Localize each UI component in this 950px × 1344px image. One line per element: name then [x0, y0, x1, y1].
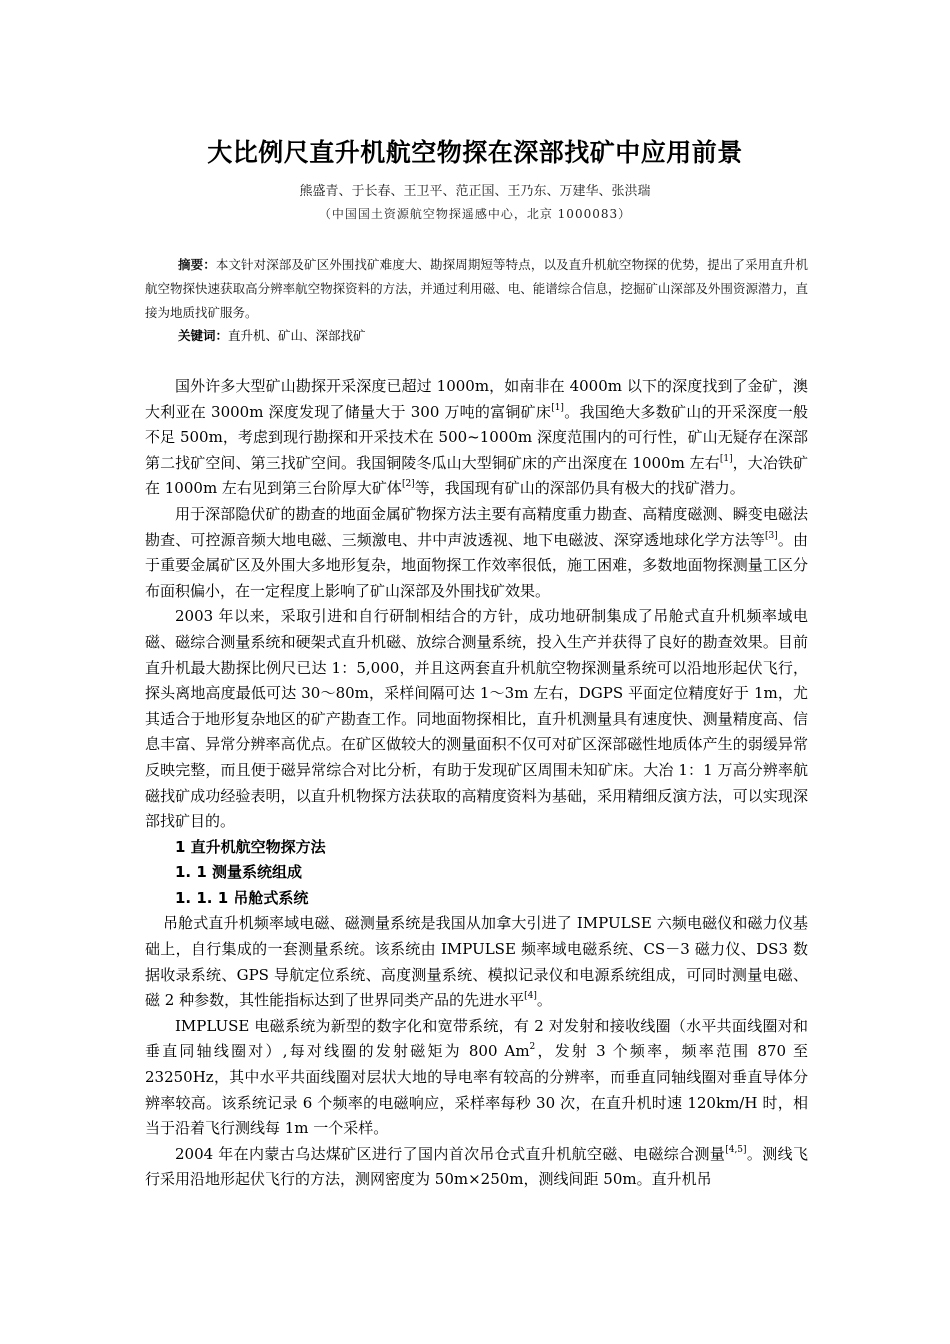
author-list: 熊盛青、于长春、王卫平、范正国、王乃东、万建华、张洪瑞: [299, 184, 651, 199]
paragraph-text: 。: [536, 991, 552, 1010]
abstract: [145, 253, 808, 325]
citation: [3]: [764, 530, 778, 541]
paragraph-text: 。测线飞行采用沿地形起伏飞行的方法，测网密度为 50m×250m，测线间距 50m。直升机吊: [145, 1144, 808, 1189]
body-text: [145, 374, 808, 1193]
paragraph-text: 2004 年在内蒙古乌达煤矿区进行了国内首次吊仓式直升机航空磁、电磁综合测量: [175, 1144, 726, 1163]
superscript: 2: [529, 1042, 536, 1053]
abstract-text: 本文针对深部及矿区外围找矿难度大、勘探周期短等特点，以及直升机航空物探的优势，提出了采用直升机航空物探快速获取高分辨率航空物探资料的方法，并通过利用磁、电、能谱综合信息，挖掘矿山深部及外围资源潜力，直接为地质找矿服务。: [145, 257, 808, 320]
paragraph-text: 吊舱式直升机频率域电磁、磁测量系统是我国从加拿大引进了 IMPULSE 六频电磁仪和磁力仪基础上，自行集成的一套测量系统。该系统由 IMPULSE 频率域电磁系统、CS－3 磁力仪、DS3 数据收录系统、GPS 导航定位系统、高度测量系统、模拟记录仪和电源系统组成，可同时测量电磁、磁 2 种参数，其性能指标达到了世界同类产品的先进水平: [145, 914, 808, 1010]
section-heading-1-1-1: 1. 1. 1 吊舱式系统: [175, 888, 309, 907]
paragraph-text: IMPLUSE 电磁系统为新型的数字化和宽带系统，有 2 对发射和接收线圈（水平共面线圈对和垂直同轴线圈对）,每对线圈的发射磁矩为 800 Am: [145, 1016, 808, 1061]
paragraph-4: [145, 911, 808, 1013]
paragraph-text: 。由于重要金属矿区及外围大多地形复杂，地面物探工作效率很低，施工困难，多数地面物探测量工区分布面积偏小，在一定程度上影响了矿山深部及外围找矿效果。: [145, 530, 808, 600]
keywords-text: 直升机、矿山、深部找矿: [228, 328, 366, 343]
paragraph-text: ，发射 3 个频率，频率范围 870 至 23250Hz，其中水平共面线圈对层状大地的导电率有较高的分辨率，而垂直同轴线圈对垂直导体分辨率较高。该系统记录 6 个频率的电磁响应，采样率每秒 30 次，在直升机时速 120km/H 时，相当于沿着飞行测线每 1m 一个采样。: [145, 1042, 808, 1138]
keywords: [178, 326, 366, 346]
paragraph-1: [145, 374, 808, 502]
paper-title: 大比例尺直升机航空物探在深部找矿中应用前景: [207, 138, 743, 167]
section-heading-1-1: 1. 1 测量系统组成: [175, 863, 303, 882]
keywords-label: 关键词：: [178, 328, 229, 343]
citation: [2]: [401, 479, 415, 490]
citation: [1]: [551, 402, 564, 413]
paragraph-text: ，大冶铁矿在 1000m 左右见到第三台阶厚大矿体: [145, 453, 808, 498]
paragraph-2: [145, 502, 808, 604]
section-heading-1: 1 直升机航空物探方法: [175, 837, 326, 856]
paragraph-text: 用于深部隐伏矿的勘查的地面金属矿物探方法主要有高精度重力勘查、高精度磁测、瞬变电磁法勘查、可控源音频大地电磁、三频激电、井中声波透视、地下电磁波、深穿透地球化学方法等: [145, 504, 808, 549]
paragraph-6: [145, 1142, 808, 1193]
abstract-label: 摘要：: [178, 257, 216, 272]
paragraph-5: [145, 1014, 808, 1142]
citation: [1]: [719, 453, 733, 464]
paragraph-text: 等，我国现有矿山的深部仍具有极大的找矿潜力。: [414, 479, 745, 498]
citation: [4,5]: [725, 1144, 747, 1155]
paragraph-text: 国外许多大型矿山勘探开采深度已超过 1000m，如南非在 4000m 以下的深度找到了金矿，澳大利亚在 3000m 深度发现了储量大于 300 万吨的富铜矿床: [145, 377, 808, 421]
affiliation: （中国国土资源航空物探遥感中心，北京 1000083）: [318, 207, 632, 221]
paragraph-3: 2003 年以来，采取引进和自行研制相结合的方针，成功地研制集成了吊舱式直升机频率域电磁、磁综合测量系统和硬架式直升机磁、放综合测量系统，投入生产并获得了良好的勘查效果。目前直升机最大勘探比例尺已达 1：5,000，并且这两套直升机航空物探测量系统可以沿地形起伏飞行，探头离地高度最低可达 30～80m，采样间隔可达 1～3m 左右，DGPS 平面定位精度好于 1m，尤其适合于地形复杂地区的矿产勘查工作。同地面物探相比，直升机测量具有速度快、测量精度高、信息丰富、异常分辨率高优点。在矿区做较大的测量面积不仅可对矿区深部磁性地质体产生的弱缓异常反映完整，而且便于磁异常综合对比分析，有助于发现矿区周围未知矿床。大冶 1：1 万高分辨率航磁找矿成功经验表明，以直升机物探方法获取的高精度资料为基础，采用精细反演方法，可以实现深部找矿目的。: [145, 607, 808, 831]
paragraph-text: 。我国绝大多数矿山的开采深度一般不足 500m，考虑到现行勘探和开采技术在 500~1000m 深度范围内的可行性，矿山无疑存在深部第二找矿空间、第三找矿空间。我国铜陵冬瓜山大型铜矿床的产出深度在 1000m 左右: [145, 402, 808, 472]
citation: [4]: [524, 991, 537, 1002]
